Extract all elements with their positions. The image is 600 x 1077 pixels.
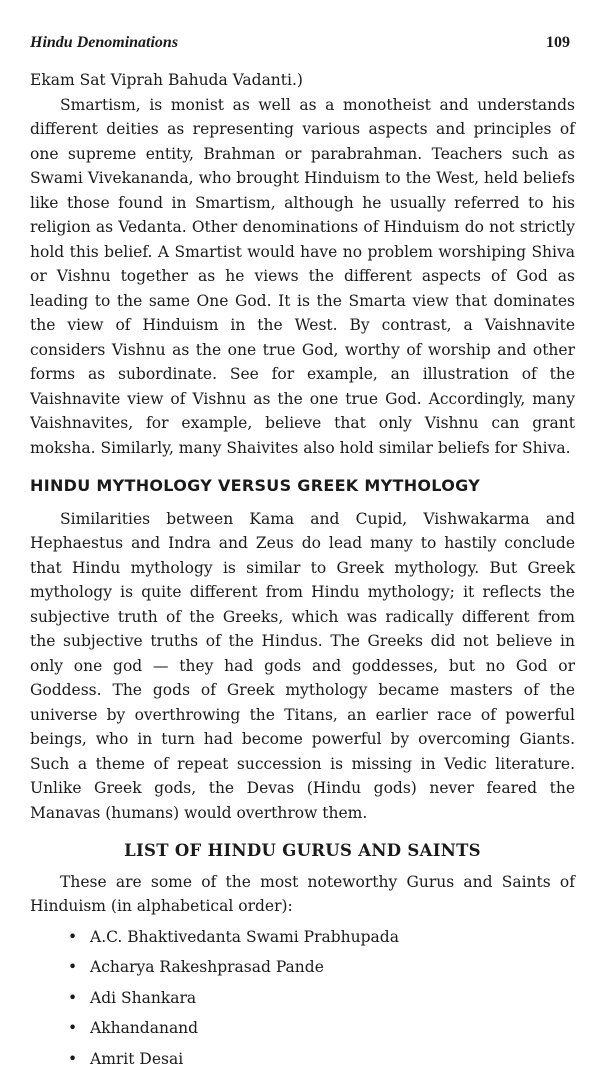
list-item: [68, 1047, 575, 1072]
list-item: [68, 1016, 575, 1041]
page-body: [30, 68, 575, 1077]
paragraph-smartism: Smartism, is monist as well as a monotheist and understands different deities as representing various aspects and principles of one supreme entity, Brahman or parabrahman. Teachers such as Swami Vivekananda, who brought Hinduism to the West, held beliefs like those found in Smartism, although he usually referred to his religion as Vedanta. Other denominations of Hinduism do not strictly hold this belief. A Smartist would have no problem worshiping Shiva or Vishnu together as he views the different aspects of God as leading to the same One God. It is the Smarta view that dominates the view of Hinduism in the West. By contrast, a Vaishnavite considers Vishnu as the one true God, worthy of worship and other forms as subordinate. See for example, an illustration of the Vaishnavite view of Vishnu as the one true God. Accordingly, many Vaishnavites, for example, believe that only Vishnu can grant moksha. Similarly, many Shaivites also hold similar beliefs for Shiva.: [30, 95, 575, 457]
bullet-glyph: •: [68, 1019, 78, 1037]
list-item-text: Amrit Desai: [90, 1049, 184, 1068]
section-heading-gurus: LIST OF HINDU GURUS AND SAINTS: [124, 841, 481, 860]
page-number: 109: [546, 34, 570, 51]
paragraph-continuation: Ekam Sat Viprah Bahuda Vadanti.): [30, 71, 303, 89]
list-item: [68, 955, 575, 980]
running-title: Hindu Denominations: [30, 34, 179, 51]
list-item-text: Akhandanand: [90, 1019, 199, 1037]
list-item-text: Adi Shankara: [90, 988, 197, 1007]
paragraph-gurus-intro: These are some of the most noteworthy Gurus and Saints of Hinduism (in alphabetical order):: [30, 872, 575, 915]
paragraph-greek-mythology: Similarities between Kama and Cupid, Vishwakarma and Hephaestus and Indra and Zeus do lead many to hastily conclude that Hindu mythology is similar to Greek mythology. But Greek mythology is quite different from Hindu mythology; it reflects the subjective truth of the Greeks, which was radically different from the subjective truths of the Hindus. The Greeks did not believe in only one god — they had gods and goddesses, but no God or Goddess. The gods of Greek mythology became masters of the universe by overthrowing the Titans, an earlier race of powerful beings, who in turn had become powerful by overcoming Giants. Such a theme of repeat succession is missing in Vedic literature. Unlike Greek gods, the Devas (Hindu gods) never feared the Manavas (humans) would overthrow them.: [30, 509, 575, 822]
bullet-glyph: •: [68, 1049, 78, 1068]
list-item: [68, 986, 575, 1011]
list-item-text: Acharya Rakeshprasad Pande: [90, 958, 324, 976]
bullet-glyph: •: [68, 958, 78, 976]
bullet-glyph: •: [68, 927, 78, 946]
list-item-text: A.C. Bhaktivedanta Swami Prabhupada: [90, 927, 399, 946]
section-heading-greek-mythology: HINDU MYTHOLOGY VERSUS GREEK MYTHOLOGY: [30, 476, 481, 495]
gurus-list: [68, 925, 575, 1072]
running-head: [30, 34, 570, 56]
list-item: [68, 925, 575, 950]
bullet-glyph: •: [68, 988, 78, 1007]
